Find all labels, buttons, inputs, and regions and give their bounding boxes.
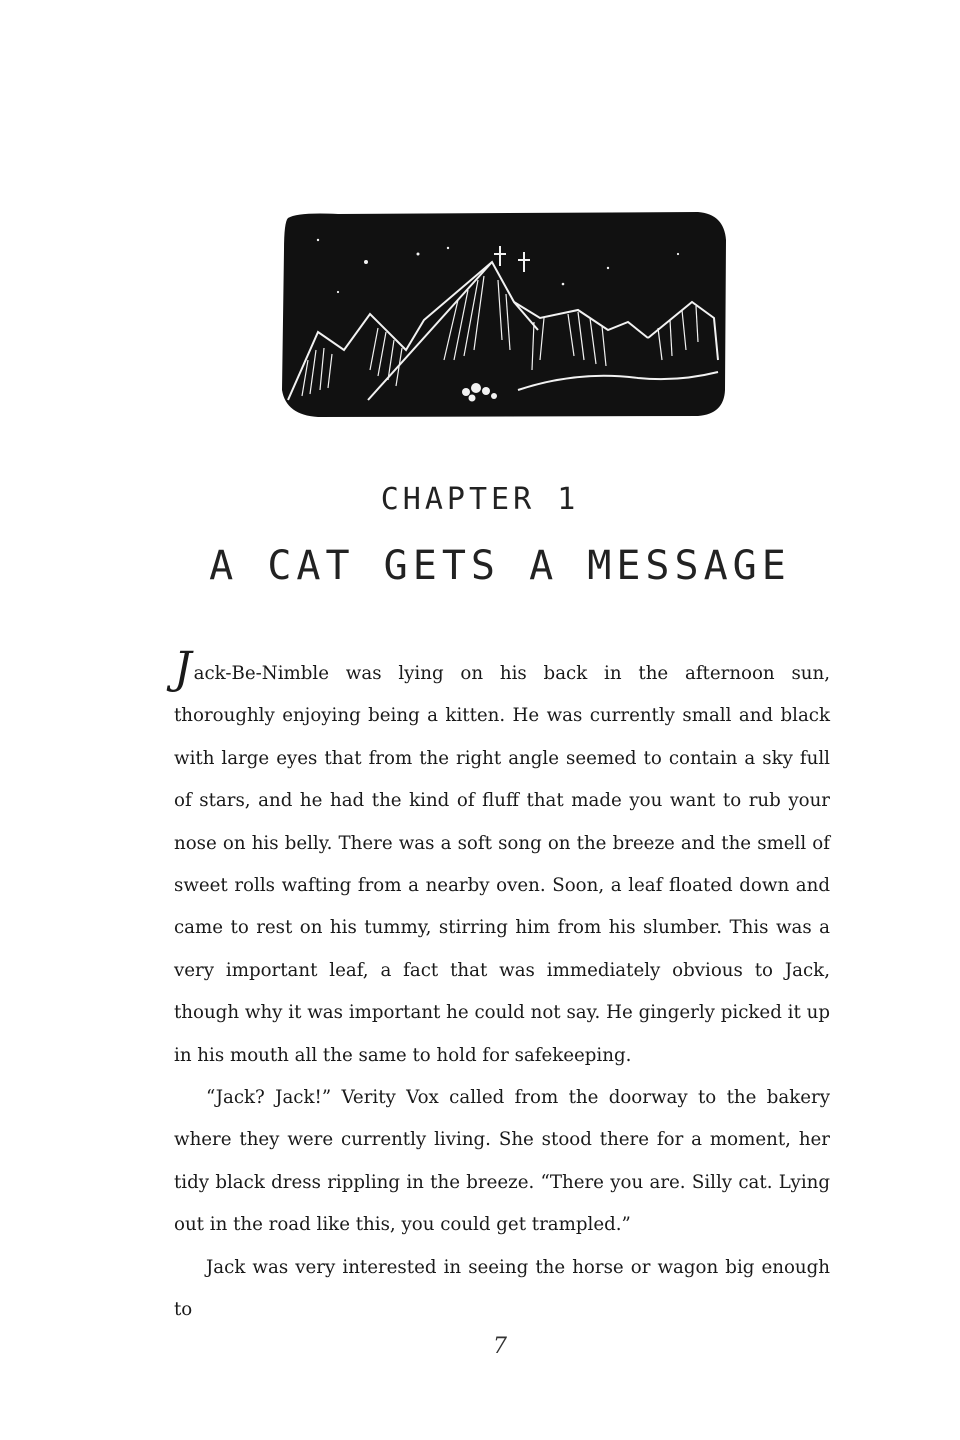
chapter-body <box>174 643 830 1332</box>
chapter-number: CHAPTER 1 <box>380 482 580 517</box>
paragraph: “Jack? Jack!” Verity Vox called from the doorway to the bakery where they were currently living. She stood there for a moment, her tidy black dress rippling in the breeze. “There you are. Silly cat. Lying out in the road like this, you could get trampled.” <box>174 1087 830 1236</box>
chapter-header-illustration <box>278 210 728 420</box>
paragraph <box>174 643 830 1077</box>
drop-cap: J <box>174 643 192 694</box>
paragraph: Jack was very interested in seeing the horse or wagon big enough to <box>174 1256 830 1321</box>
page-number: 7 <box>493 1334 507 1359</box>
mountains-at-night-icon <box>278 210 728 420</box>
chapter-title: A CAT GETS A MESSAGE <box>209 543 791 589</box>
paragraph-text: ack-Be-Nimble was lying on his back in the afternoon sun, thoroughly enjoying being a kitten. He was currently small and black with large eyes that from the right angle seemed to contain a sky full of stars, and he had the kind of fluff that made you want to rub your nose on his belly. There was a soft song on the breeze and the smell of sweet rolls wafting from a nearby oven. Soon, a leaf floated down and came to rest on his tummy, stirring him from his slumber. This was a very important leaf, a fact that was immediately obvious to Jack, though why it was important he could not say. He gingerly picked it up in his mouth all the same to hold for safekeeping. <box>174 663 830 1066</box>
